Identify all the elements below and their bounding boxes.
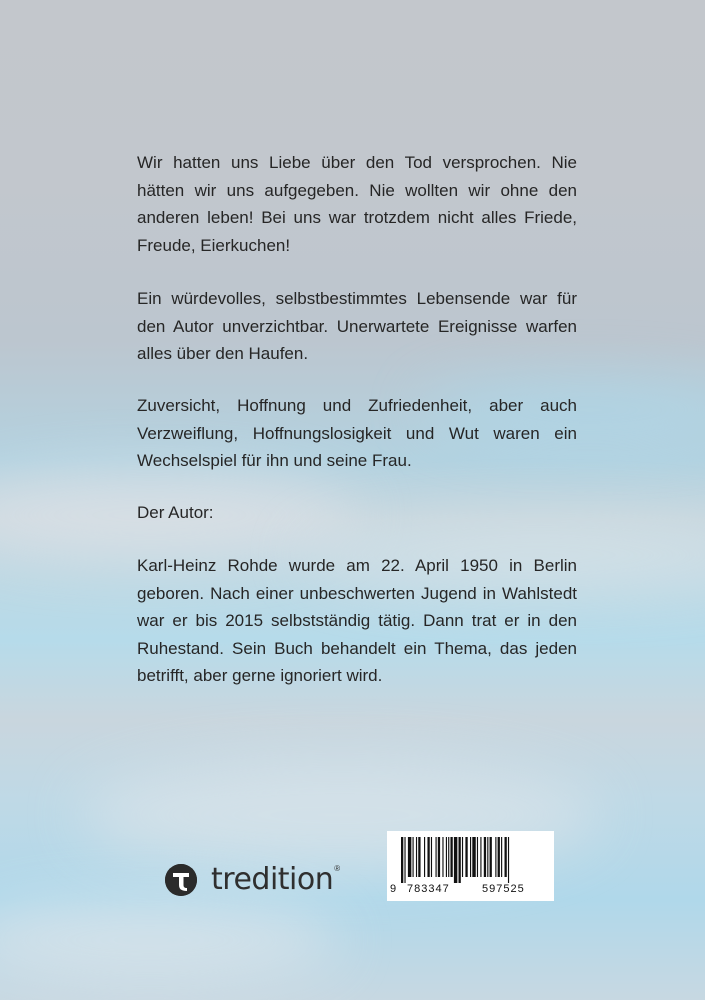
barcode-right-group: 597525 (482, 883, 525, 895)
barcode-bar (462, 837, 463, 877)
barcode-bar (470, 837, 471, 877)
tredition-logo-icon (165, 864, 197, 896)
registered-mark: ® (334, 863, 341, 873)
blurb-paragraph-1: Wir hatten uns Liebe über den Tod versprochen. Nie hätten wir uns aufgegeben. Nie wollten wir ohne den anderen leben! Bei uns war trotzdem nicht alles Friede, Freude, Eierkuchen! (137, 153, 577, 255)
barcode-bar (472, 837, 475, 877)
barcode-bar (480, 837, 481, 877)
barcode-bar (505, 837, 507, 877)
barcode-left-group: 783347 (407, 883, 450, 895)
barcode-bar (501, 837, 502, 877)
barcode-first-digit: 9 (390, 883, 397, 895)
sky-cloud (0, 900, 340, 980)
barcode-bar (408, 837, 411, 877)
barcode-digits (387, 881, 554, 897)
author-bio: Karl-Heinz Rohde wurde am 22. April 1950 in Berlin geboren. Nach einer unbeschwerten Jugend in Wahlstedt war er bis 2015 selbstständig tätig. Dann trat er in den Ruhestand. Sein Buch behandelt ein Thema, das jeden betrifft, aber gerne ignoriert wird. (137, 556, 577, 685)
barcode-bar (446, 837, 447, 877)
author-heading: Der Autor: (137, 503, 214, 522)
barcode-bar (418, 837, 420, 877)
barcode-bar (465, 837, 467, 877)
barcode-bars (395, 837, 546, 883)
barcode-bar (424, 837, 425, 877)
barcode-bar (413, 837, 414, 877)
barcode-bar (442, 837, 443, 877)
barcode-bar (436, 837, 437, 877)
barcode-bar (490, 837, 492, 877)
barcode-bar (401, 837, 403, 883)
barcode-bar (487, 837, 488, 877)
barcode-bar (477, 837, 478, 877)
publisher-logo (165, 864, 340, 896)
barcode-bar (438, 837, 440, 877)
barcode-bar (459, 837, 461, 883)
barcode-bar (431, 837, 432, 877)
barcode-bar (454, 837, 457, 883)
publisher-name: tredition (211, 862, 334, 897)
isbn-barcode (387, 831, 554, 901)
barcode-bar (448, 837, 449, 877)
barcode-bar (427, 837, 429, 877)
barcode-bar (498, 837, 500, 877)
barcode-bar (404, 837, 405, 883)
barcode-bar (495, 837, 496, 877)
barcode-bar (416, 837, 417, 877)
barcode-bar (508, 837, 509, 883)
blurb-paragraph-3: Zuversicht, Hoffnung und Zufriedenheit, aber auch Verzweiflung, Hoffnungslosigkeit und Wut waren ein Wechselspiel für ihn und seine Frau. (137, 396, 577, 470)
barcode-bar (450, 837, 452, 877)
blurb-paragraph-2: Ein würdevolles, selbstbestimmtes Lebensende war für den Autor unverzichtbar. Unerwartete Ereignisse warfen alles über den Haufen. (137, 289, 577, 363)
barcode-bar (484, 837, 486, 877)
